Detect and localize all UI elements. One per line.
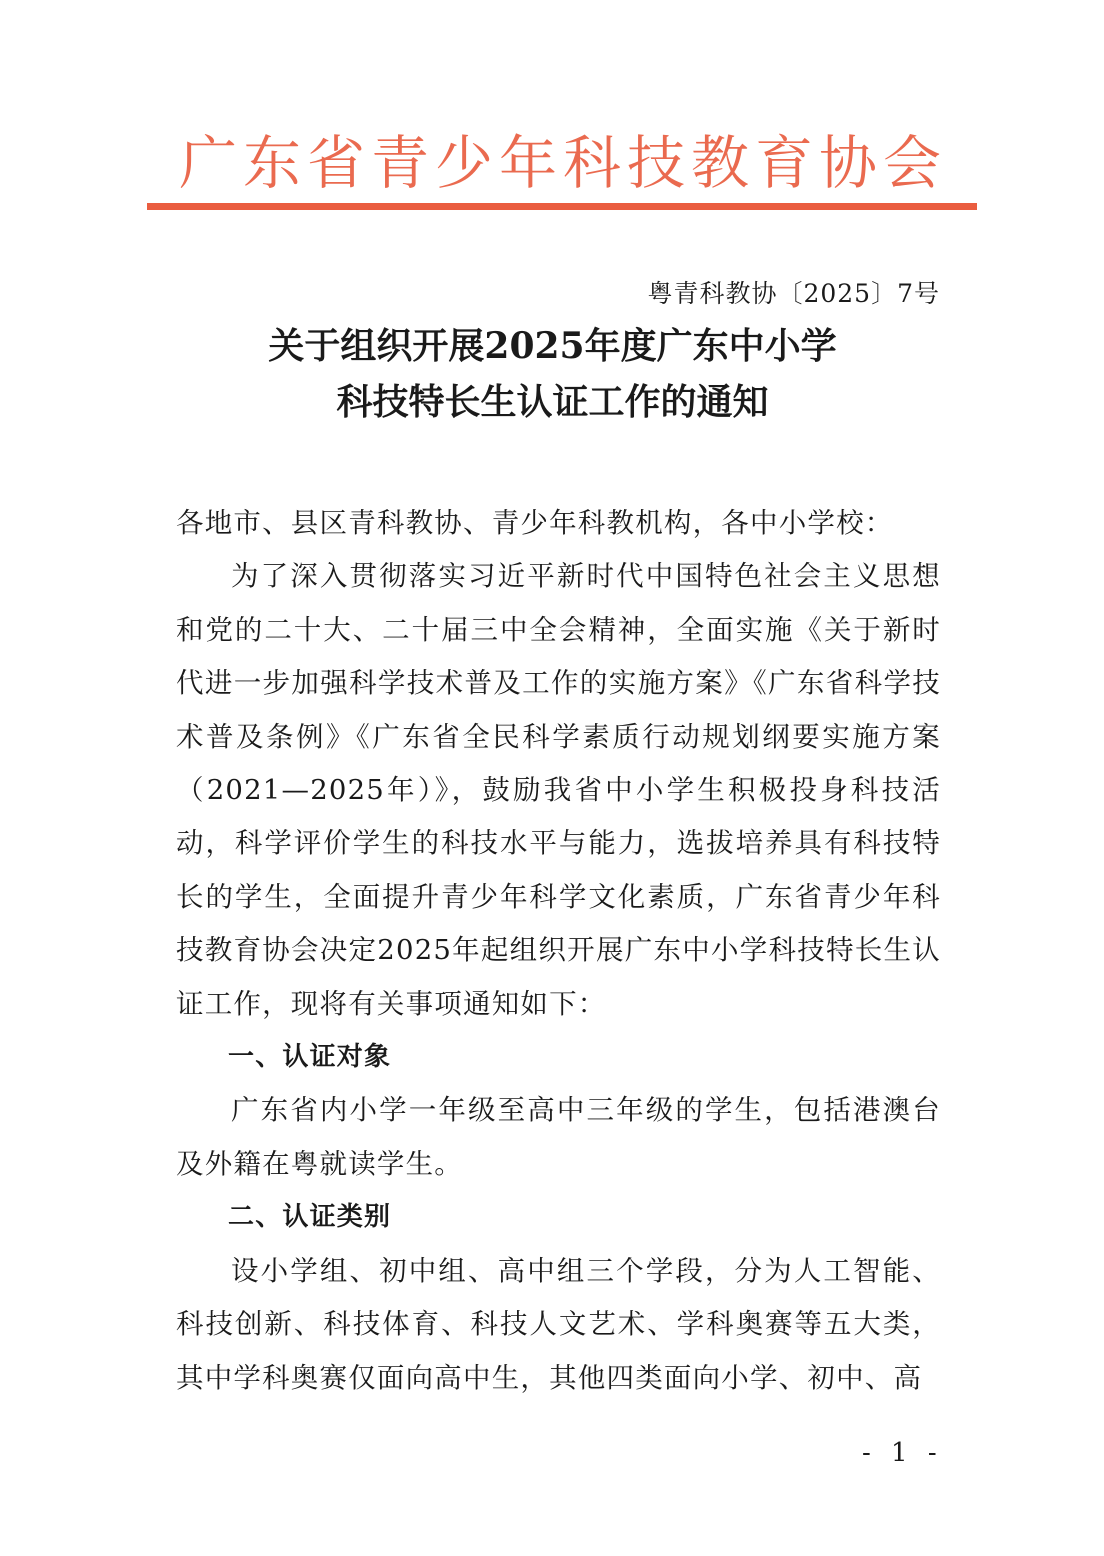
page-number: - 1 - bbox=[862, 1438, 943, 1468]
title-line-2: 科技特长生认证工作的通知 bbox=[336, 381, 769, 423]
letterhead-organization: 广东省青少年科技教育协会 bbox=[178, 129, 947, 197]
title-line-1: 关于组织开展2025年度广东中小学 bbox=[268, 325, 837, 367]
section-heading-2: 二、认证类别 bbox=[228, 1202, 392, 1233]
letterhead-red-rule bbox=[147, 203, 977, 210]
salutation: 各地市、县区青科教协、青少年科教机构，各中小学校： bbox=[176, 507, 894, 539]
section-text-2: 设小学组、初中组、高中组三个学段，分为人工智能、科技创新、科技体育、科技人文艺术、学科奥赛等五大类，其中学科奥赛仅面向高中生，其他四类面向小学、初中、高 bbox=[176, 1254, 941, 1394]
section-heading-1: 一、认证对象 bbox=[228, 1042, 392, 1073]
document-number: 粤青科教协〔2025〕7号 bbox=[647, 279, 940, 308]
section-text-1: 广东省内小学一年级至高中三年级的学生，包括港澳台及外籍在粤就读学生。 bbox=[176, 1094, 941, 1180]
document-body bbox=[176, 497, 941, 1405]
intro-paragraph: 为了深入贯彻落实习近平新时代中国特色社会主义思想和党的二十大、二十届三中全会精神，全面实施《关于新时代进一步加强科学技术普及工作的实施方案》《广东省科学技术普及条例》《广东省全民科学素质行动规划纲要实施方案（2021—2025年）》，鼓励我省中小学生积极投身科技活动，科学评价学生的科技水平与能力，选拔培养具有科技特长的学生，全面提升青少年科学文化素质，广东省青少年科技教育协会决定2025年起组织开展广东中小学科技特长生认证工作，现将有关事项通知如下： bbox=[176, 560, 941, 1020]
document-title bbox=[150, 318, 955, 430]
